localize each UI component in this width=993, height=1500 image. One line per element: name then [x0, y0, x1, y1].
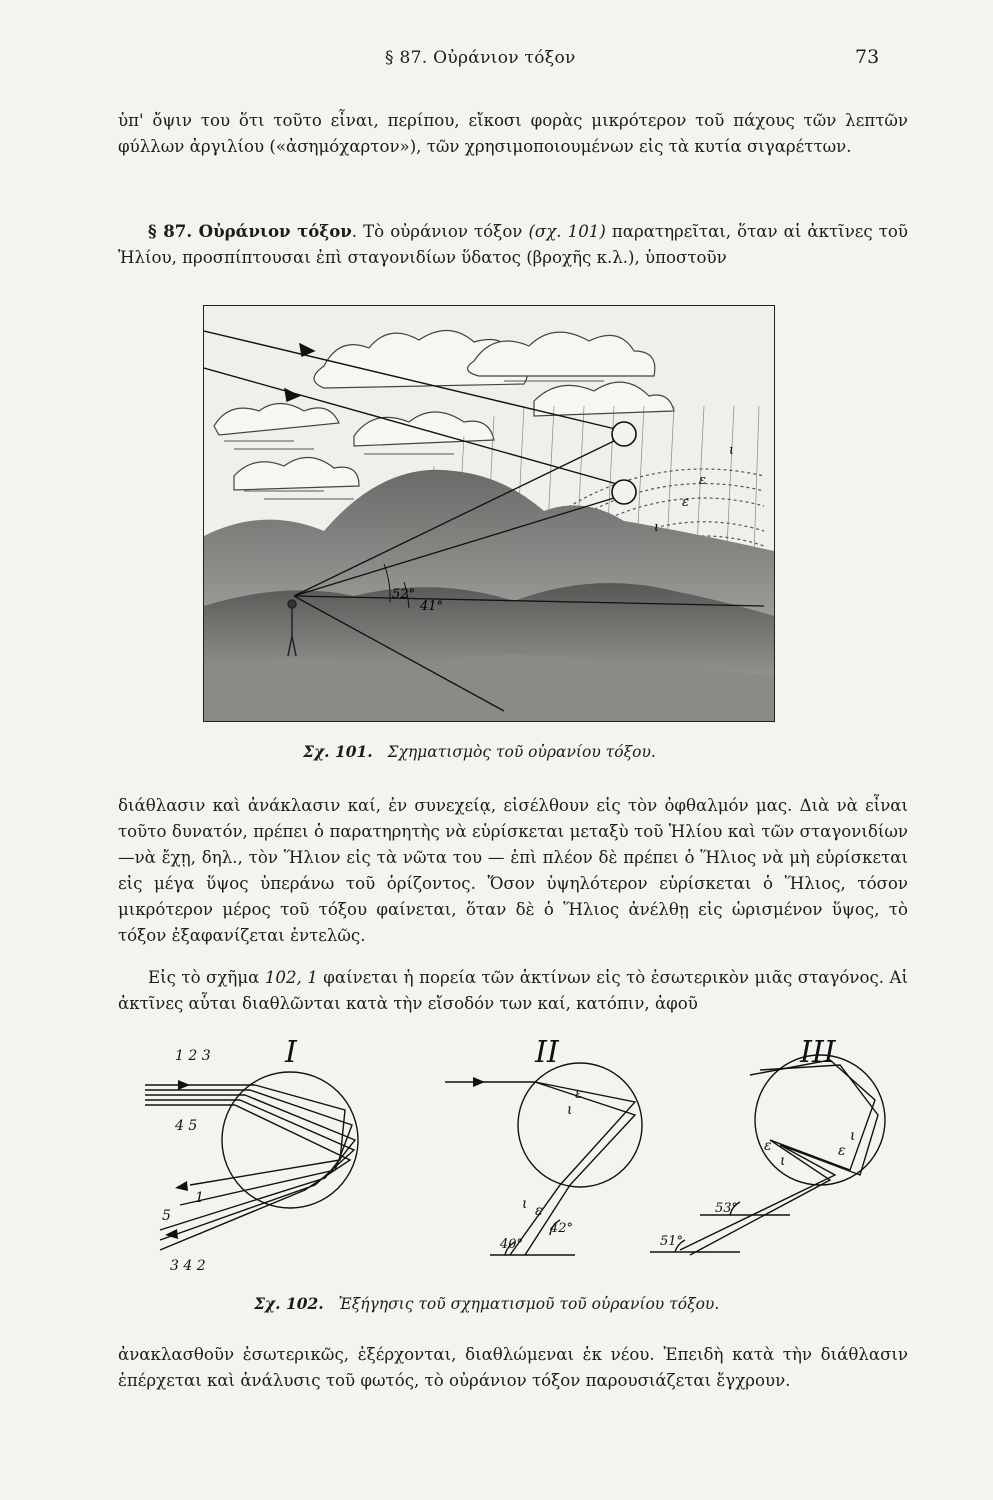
section-text-a: . Τὸ οὐράνιον τόξον	[351, 222, 529, 241]
figure-101-caption-label: Σχ. 101.	[303, 742, 373, 761]
figure-101-caption-text: Σχηματισμὸς τοῦ οὐρανίου τόξου.	[387, 743, 656, 761]
ray-out-1-label: 1	[195, 1190, 204, 1206]
label-i-III-lower: ι	[780, 1153, 786, 1169]
running-head: § 87. Οὐράνιον τόξον	[385, 48, 576, 68]
paragraph-1: ὑπ' ὄψιν του ὅτι τοῦτο εἶναι, περίπου, εἴκοσι φορὰς μικρότερον τοῦ πάχους τῶν λεπτῶν φύλλων ἀργιλίου («ἀσημόχαρτον»), τῶν χρησιμοποιουμένων εἰς τὰ κυτία σιγαρέττων.	[118, 111, 908, 156]
section-text-b: παρατηρεῖται, ὅταν αἱ ἀκτῖνες τοῦ Ἡλίου, προσπίπτουσαι ἐπὶ σταγονιδίων ὕδατος (βροχῆς κ.λ.), ὑποστοῦν	[118, 222, 908, 267]
droplet-circle-III	[755, 1055, 885, 1185]
droplet-diagram-svg	[130, 1030, 910, 1280]
page-header	[0, 48, 993, 78]
arrowheads	[165, 1077, 485, 1239]
label-e-II-lower: ε	[535, 1203, 543, 1219]
angle-51-label: 51°	[660, 1234, 684, 1249]
figure-102-diagram	[130, 1030, 910, 1280]
paragraph-5: ἀνακλασθοῦν ἐσωτερικῶς, ἐξέρχονται, διαθλώμεναι ἐκ νέου. Ἐπειδὴ κατὰ τὴν διάθλασιν ἐπέρχεται καὶ ἀνάλυσις τοῦ φωτός, τὸ οὐράνιον τόξον παρουσιάζεται ἔγχρουν.	[118, 1345, 908, 1390]
figure-102-caption-text: Ἐξήγησις τοῦ σχηματισμοῦ τοῦ οὐρανίου τόξου.	[338, 1295, 720, 1313]
label-e-III: ε	[838, 1143, 846, 1159]
rays-in-bottom-label: 4 5	[175, 1118, 198, 1134]
droplet-circle-II	[518, 1063, 642, 1187]
label-i-lower: ι	[654, 520, 660, 535]
paragraph-4-text-b: φαίνεται ἡ πορεία τῶν ἀκτίνων εἰς τὸ ἐσωτερικὸν μιᾶς σταγόνος. Αἱ ἀκτῖνες αὗται διαθλῶνται κατὰ τὴν εἴσοδόν των καί, κατόπιν, ἀφοῦ	[118, 968, 908, 1013]
ray-out-5-label: 5	[162, 1208, 171, 1224]
panel-III-label: III	[800, 1035, 836, 1070]
figure-102-caption-label: Σχ. 102.	[254, 1294, 324, 1313]
panel-I-rays	[145, 1085, 355, 1250]
label-i-II: ι	[567, 1102, 573, 1118]
angle-42-label: 42°	[550, 1221, 574, 1236]
panel-I-label: I	[285, 1035, 297, 1070]
label-e-upper: ε	[699, 473, 706, 488]
raindrop-lower	[612, 480, 636, 504]
angle-52-label: 52°	[392, 587, 416, 602]
angle-40-label: 40°	[500, 1237, 524, 1252]
angle-41-label: 41°	[420, 599, 444, 614]
raindrop-upper	[612, 422, 636, 446]
label-i-II-lower: ι	[522, 1196, 528, 1212]
panel-II-label: II	[535, 1035, 559, 1070]
section-title: § 87. Οὐράνιον τόξον	[148, 221, 352, 241]
label-i-upper: ι	[729, 443, 735, 458]
paragraph-3: διάθλασιν καὶ ἀνάκλασιν καί, ἐν συνεχείᾳ, εἰσέλθουν εἰς τὸν ὀφθαλμόν μας. Διὰ νὰ εἶναι τοῦτο δυνατόν, πρέπει ὁ παρατηρητὴς νὰ εὑρίσκεται μεταξὺ τοῦ Ἡλίου καὶ τῶν σταγονιδίων—νὰ ἔχῃ, δηλ., τὸν Ἥλιον εἰς τὰ νῶτα του — ἐπὶ πλέον δὲ πρέπει ὁ Ἥλιος νὰ μὴ εὑρίσκεται εἰς μέγα ὕψος ὑπεράνω τοῦ ὁρίζοντος. Ὅσον ὑψηλότερον εὑρίσκεται ὁ Ἥλιος, τόσον μικρότερον μέρος τοῦ τόξου φαίνεται, ὅταν δὲ ὁ Ἥλιος ἀνέλθῃ εἰς ὡρισμένον ὕψος, τὸ τόξον ἐξαφανίζεται ἐντελῶς.	[118, 796, 908, 945]
figure-102-reference: 102, 1	[264, 968, 318, 987]
figure-101-illustration	[203, 305, 775, 722]
rays-out-bottom-label: 3 4 2	[170, 1258, 206, 1274]
angle-53-label: 53°	[715, 1201, 739, 1216]
figure-102-caption	[254, 1294, 719, 1313]
label-e-lower: ε	[682, 495, 689, 510]
page-number: 73	[855, 46, 880, 68]
droplet-circle-I	[222, 1072, 358, 1208]
label-e-II: ε	[575, 1086, 583, 1102]
paragraph-4-text-a: Εἰς τὸ σχῆμα	[148, 968, 265, 987]
rainbow-scene-svg	[204, 306, 774, 721]
label-e-III-lower: ε	[764, 1138, 772, 1154]
figure-101-caption	[303, 742, 656, 761]
label-i-III: ι	[850, 1128, 856, 1144]
rays-in-top-label: 1 2 3	[175, 1048, 211, 1064]
paragraph-4	[118, 965, 908, 1017]
section-paragraph	[118, 218, 908, 271]
panel-II-rays	[445, 1082, 635, 1255]
figure-reference: (σχ. 101)	[528, 222, 606, 241]
